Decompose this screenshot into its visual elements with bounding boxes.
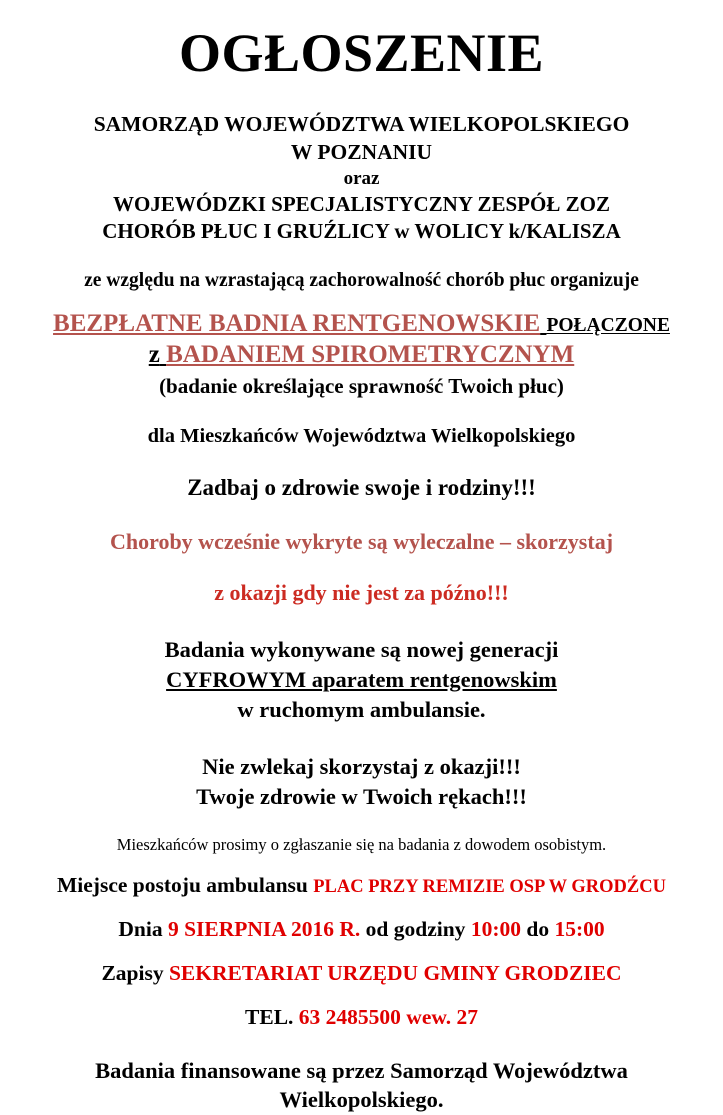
equipment-block (14, 635, 709, 724)
detail-location (14, 873, 709, 898)
equipment-line-1: Badania wykonywane są nowej generacji (164, 637, 559, 663)
detail-location-value: PLAC PRZY REMIZIE OSP W GRODŹCU (313, 876, 666, 897)
detail-time-label: od godziny (365, 917, 466, 942)
funding-line-2: Wielkopolskiego. (279, 1087, 444, 1113)
detail-location-label: Miejsce postoju ambulansu (57, 872, 308, 897)
organizer-block (14, 111, 709, 246)
funding-line-1: Badania finansowane są przez Samorząd Województwa (95, 1058, 628, 1084)
headline-combined-with: POŁĄCZONE (546, 315, 670, 337)
cta-line-1: Nie zwlekaj skorzystaj z okazji!!! (202, 754, 521, 780)
announcement-poster (0, 22, 723, 1113)
detail-date-value: 9 SIERPNIA 2016 R. (167, 917, 361, 942)
organizer-line-5: CHORÓB PŁUC I GRUŹLICY w WOLICY k/KALISZA (102, 219, 621, 244)
detail-phone (14, 1005, 709, 1030)
headline-free-xray: BEZPŁATNE BADNIA RENTGENOWSKIE (53, 310, 541, 338)
call-to-action-block (14, 752, 709, 811)
detail-date-label: Dnia (118, 917, 163, 942)
audience-line: dla Mieszkańców Województwa Wielkopolskiego (147, 424, 576, 447)
headline-line-2 (14, 339, 709, 370)
detail-signup-label: Zapisy (101, 961, 164, 986)
slogan-take-care: Zadbaj o zdrowie swoje i rodziny!!! (187, 474, 536, 500)
equipment-digital-device: CYFROWYM aparatem rentgenowskim (166, 666, 557, 692)
headline-line-1 (14, 308, 709, 339)
organizer-conjunction: oraz (343, 167, 380, 189)
detail-phone-label: TEL. (245, 1005, 294, 1030)
headline-spirometry: BADANIEM SPIROMETRYCZNYM (166, 341, 575, 369)
headline-block (14, 308, 709, 398)
equipment-line-2-wrap (14, 665, 709, 695)
organizer-line-4: WOJEWÓDZKI SPECJALISTYCZNY ZESPÓŁ ZOZ (113, 192, 610, 217)
detail-time-joiner: do (526, 917, 550, 942)
organizer-line-2: W POZNANIU (290, 139, 433, 164)
organizer-line-1: SAMORZĄD WOJEWÓDZTWA WIELKOPOLSKIEGO (93, 111, 630, 136)
detail-signup (14, 961, 709, 986)
headline-subnote: (badanie określające sprawność Twoich płuc) (159, 374, 564, 399)
page-title: OGŁOSZENIE (178, 23, 545, 83)
cta-line-2: Twoje zdrowie w Twoich rękach!!! (196, 783, 527, 809)
slogan-curable-line-2: z okazji gdy nie jest za późno!!! (214, 579, 509, 605)
detail-signup-value: SEKRETARIAT URZĘDU GMINY GRODZIEC (168, 961, 622, 986)
headline-preposition: z (148, 341, 160, 369)
slogan-curable-line-1: Choroby wcześnie wykryte są wyleczalne – skorzystaj (109, 529, 614, 555)
detail-phone-value: 63 2485500 wew. 27 (298, 1005, 478, 1030)
intro-sentence: ze względu na wzrastającą zachorowalność chorób płuc organizuje (84, 269, 639, 291)
detail-time-to: 15:00 (554, 917, 605, 942)
detail-time-from: 10:00 (470, 917, 521, 942)
equipment-line-3: w ruchomym ambulansie. (237, 696, 486, 722)
id-document-notice: Mieszkańców prosimy o zgłaszanie się na badania z dowodem osobistym. (116, 834, 607, 854)
detail-date-time (14, 917, 709, 942)
